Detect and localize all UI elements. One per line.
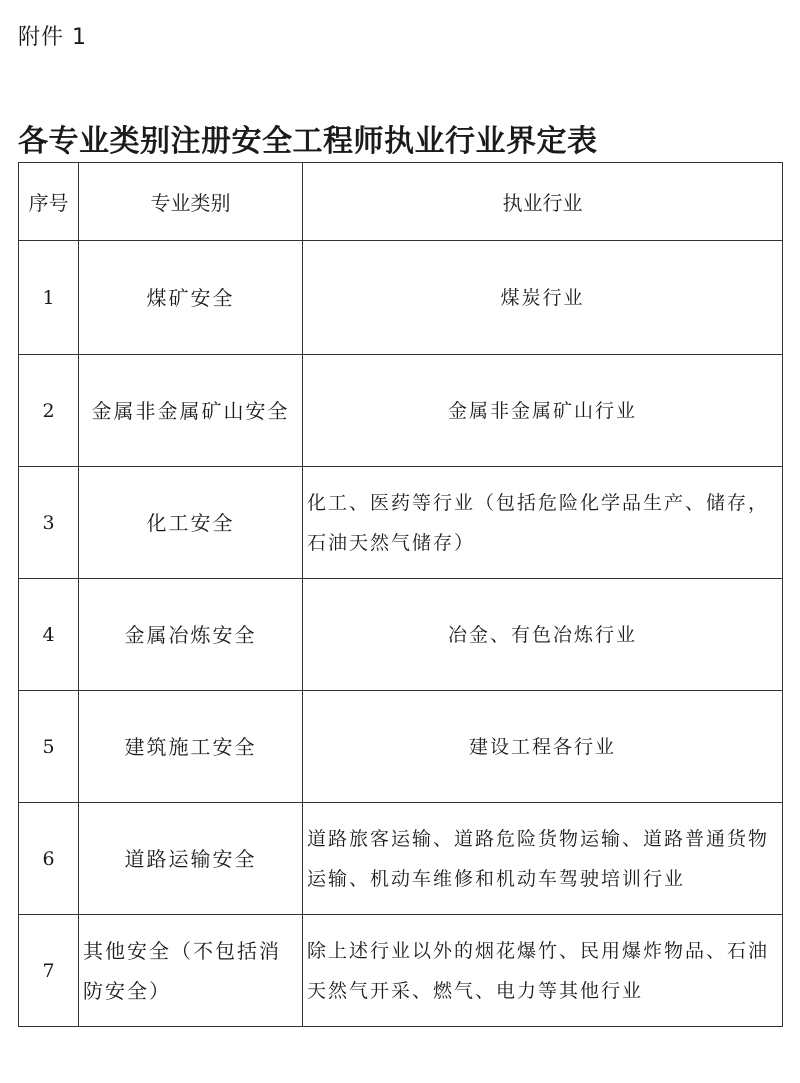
table-row [19, 241, 783, 355]
row-industry: 煤炭行业 [303, 241, 783, 355]
attachment-label: 附件 1 [18, 25, 87, 50]
row-category: 金属非金属矿山安全 [79, 355, 303, 467]
row-number: 5 [19, 691, 79, 803]
row-category: 金属冶炼安全 [79, 579, 303, 691]
table-row [19, 355, 783, 467]
row-number: 4 [19, 579, 79, 691]
header-category: 专业类别 [79, 163, 303, 241]
header-industry: 执业行业 [303, 163, 783, 241]
table-row [19, 691, 783, 803]
industry-definition-table [18, 162, 783, 1027]
row-category: 道路运输安全 [79, 803, 303, 915]
row-industry: 建设工程各行业 [303, 691, 783, 803]
row-industry: 化工、医药等行业（包括危险化学品生产、储存，石油天然气储存） [303, 467, 783, 579]
table-row [19, 579, 783, 691]
row-number: 7 [19, 915, 79, 1027]
row-number: 6 [19, 803, 79, 915]
page-title: 各专业类别注册安全工程师执业行业界定表 [18, 124, 598, 159]
row-number: 3 [19, 467, 79, 579]
row-category: 其他安全（不包括消防安全） [79, 915, 303, 1027]
header-no: 序号 [19, 163, 79, 241]
table-header-row [19, 163, 783, 241]
table-row [19, 803, 783, 915]
row-category: 建筑施工安全 [79, 691, 303, 803]
row-category: 煤矿安全 [79, 241, 303, 355]
row-number: 1 [19, 241, 79, 355]
row-industry: 除上述行业以外的烟花爆竹、民用爆炸物品、石油天然气开采、燃气、电力等其他行业 [303, 915, 783, 1027]
row-industry: 冶金、有色冶炼行业 [303, 579, 783, 691]
row-number: 2 [19, 355, 79, 467]
row-category: 化工安全 [79, 467, 303, 579]
table-row [19, 915, 783, 1027]
table-row [19, 467, 783, 579]
row-industry: 金属非金属矿山行业 [303, 355, 783, 467]
row-industry: 道路旅客运输、道路危险货物运输、道路普通货物运输、机动车维修和机动车驾驶培训行业 [303, 803, 783, 915]
